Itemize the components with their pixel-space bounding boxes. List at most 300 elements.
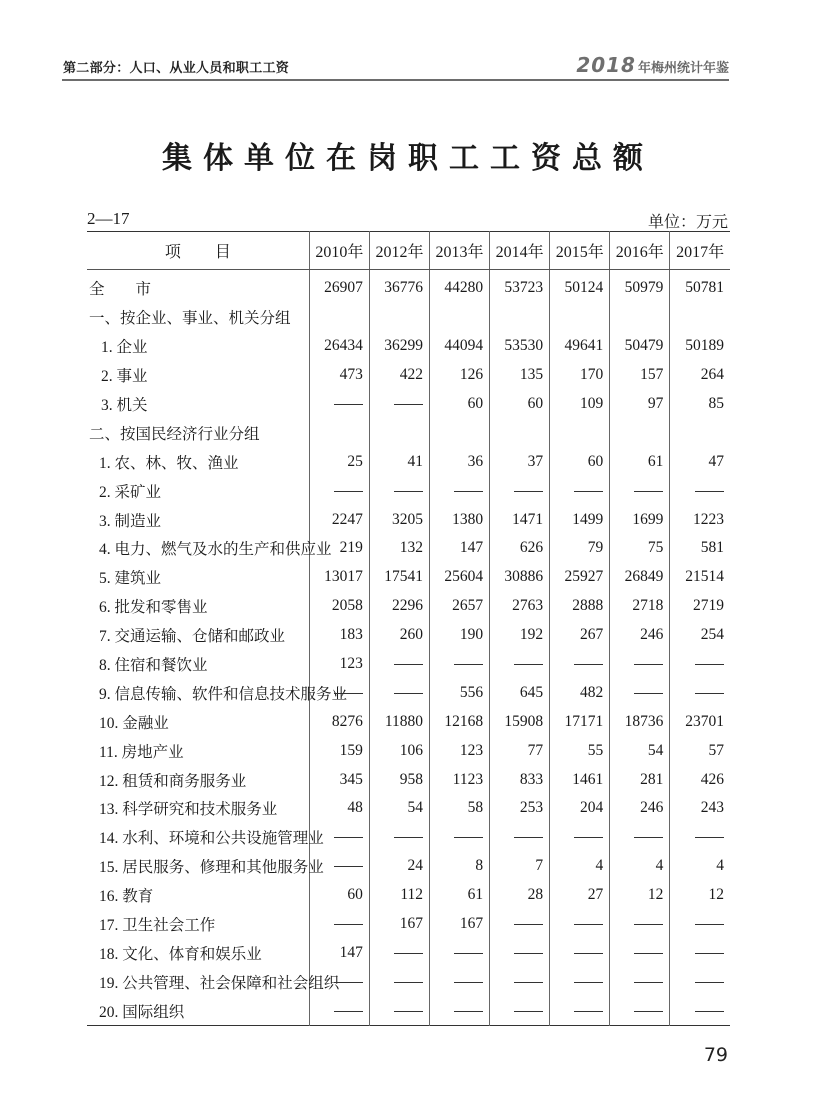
no-data-dash	[514, 664, 543, 665]
row-label: 11. 房地产业	[99, 743, 184, 761]
cell-value: 112	[369, 881, 429, 910]
no-data-dash	[695, 953, 724, 954]
cell-value: 57	[670, 736, 730, 765]
cell-value: 27	[550, 881, 610, 910]
cell-value: 26907	[309, 270, 369, 303]
cell-value	[490, 938, 550, 967]
row-label: 10. 金融业	[99, 714, 169, 732]
row-label: 15. 居民服务、修理和其他服务业	[99, 859, 324, 877]
cell-value: 61	[610, 447, 670, 476]
cell-value: 85	[670, 390, 730, 419]
cell-value: 190	[430, 621, 490, 650]
cell-value	[430, 938, 490, 967]
no-data-dash	[334, 837, 363, 838]
cell-value: 26434	[309, 332, 369, 361]
cell-value	[369, 650, 429, 679]
cell-value	[369, 303, 429, 332]
cell-value	[490, 967, 550, 996]
cell-value: 97	[610, 390, 670, 419]
no-data-dash	[454, 664, 483, 665]
cell-value	[670, 678, 730, 707]
cell-value: 28	[490, 881, 550, 910]
cell-value	[610, 967, 670, 996]
cell-value	[369, 678, 429, 707]
no-data-dash	[394, 1011, 423, 1012]
cell-value	[610, 678, 670, 707]
cell-value	[550, 476, 610, 505]
cell-value: 54	[610, 736, 670, 765]
cell-value	[490, 303, 550, 332]
no-data-dash	[394, 404, 423, 405]
cell-value: 626	[490, 534, 550, 563]
cell-value: 41	[369, 447, 429, 476]
row-label: 14. 水利、环境和公共设施管理业	[99, 830, 324, 848]
cell-value: 243	[670, 794, 730, 823]
row-label: 12. 租赁和商务服务业	[99, 772, 247, 790]
cell-value	[670, 967, 730, 996]
row-label: 二、按国民经济行业分组	[89, 425, 260, 443]
cell-value	[670, 823, 730, 852]
cell-value	[309, 476, 369, 505]
cell-value	[670, 938, 730, 967]
no-data-dash	[394, 953, 423, 954]
cell-value: 253	[490, 794, 550, 823]
table-row	[87, 303, 730, 332]
year-column-header: 2013年	[430, 232, 490, 270]
cell-value	[430, 303, 490, 332]
year-column-header: 2017年	[670, 232, 730, 270]
cell-value: 58	[430, 794, 490, 823]
cell-value	[490, 650, 550, 679]
cell-value: 581	[670, 534, 730, 563]
cell-value: 958	[369, 765, 429, 794]
cell-value	[610, 418, 670, 447]
cell-value: 77	[490, 736, 550, 765]
cell-value: 1471	[490, 505, 550, 534]
row-label: 13. 科学研究和技术服务业	[99, 801, 278, 819]
no-data-dash	[334, 1011, 363, 1012]
cell-value: 44280	[430, 270, 490, 303]
cell-value: 132	[369, 534, 429, 563]
cell-value: 2657	[430, 592, 490, 621]
no-data-dash	[394, 982, 423, 983]
cell-value	[670, 303, 730, 332]
cell-value: 26849	[610, 563, 670, 592]
no-data-dash	[454, 953, 483, 954]
no-data-dash	[334, 866, 363, 867]
row-label: 4. 电力、燃气及水的生产和供应业	[99, 541, 332, 559]
table-row	[87, 332, 730, 361]
row-label: 8. 住宿和餐饮业	[99, 657, 208, 675]
year-column-header: 2014年	[490, 232, 550, 270]
no-data-dash	[514, 982, 543, 983]
cell-value: 50189	[670, 332, 730, 361]
cell-value	[369, 823, 429, 852]
no-data-dash	[514, 837, 543, 838]
cell-value	[550, 910, 610, 939]
table-row	[87, 910, 730, 939]
cell-value: 645	[490, 678, 550, 707]
table-code: 2—17	[87, 209, 130, 228]
no-data-dash	[634, 664, 663, 665]
cell-value	[550, 823, 610, 852]
cell-value	[369, 938, 429, 967]
cell-value: 4	[610, 852, 670, 881]
cell-value: 7	[490, 852, 550, 881]
no-data-dash	[334, 924, 363, 925]
cell-value	[430, 823, 490, 852]
no-data-dash	[634, 924, 663, 925]
yearbook-title	[576, 53, 729, 77]
table-row	[87, 447, 730, 476]
cell-value: 4	[550, 852, 610, 881]
table-row	[87, 881, 730, 910]
no-data-dash	[514, 491, 543, 492]
table-row	[87, 270, 730, 303]
wage-table	[87, 231, 730, 1026]
no-data-dash	[394, 491, 423, 492]
cell-value	[550, 418, 610, 447]
cell-value: 157	[610, 361, 670, 390]
row-label: 全 市	[89, 281, 152, 299]
row-label: 5. 建筑业	[99, 570, 162, 588]
cell-value	[490, 910, 550, 939]
no-data-dash	[574, 1011, 603, 1012]
no-data-dash	[514, 1011, 543, 1012]
cell-value: 219	[309, 534, 369, 563]
cell-value: 50781	[670, 270, 730, 303]
cell-value: 54	[369, 794, 429, 823]
cell-value: 159	[309, 736, 369, 765]
cell-value: 21514	[670, 563, 730, 592]
cell-value: 1380	[430, 505, 490, 534]
table-row	[87, 476, 730, 505]
cell-value: 123	[430, 736, 490, 765]
yearbook-year: 2018	[576, 53, 636, 77]
cell-value	[369, 996, 429, 1025]
row-label: 3. 机关	[101, 397, 148, 414]
table-row	[87, 534, 730, 563]
cell-value: 167	[430, 910, 490, 939]
cell-value: 48	[309, 794, 369, 823]
cell-value: 50124	[550, 270, 610, 303]
cell-value: 60	[430, 390, 490, 419]
no-data-dash	[695, 693, 724, 694]
row-label: 6. 批发和零售业	[99, 599, 208, 617]
no-data-dash	[695, 982, 724, 983]
cell-value: 123	[309, 650, 369, 679]
cell-value: 345	[309, 765, 369, 794]
table-row	[87, 678, 730, 707]
cell-value: 25604	[430, 563, 490, 592]
cell-value: 109	[550, 390, 610, 419]
cell-value: 36	[430, 447, 490, 476]
row-label: 16. 教育	[99, 888, 154, 906]
row-label: 19. 公共管理、社会保障和社会组织	[99, 974, 340, 992]
no-data-dash	[454, 982, 483, 983]
no-data-dash	[634, 1011, 663, 1012]
item-header-char-2: 目	[214, 244, 231, 261]
item-header-char-1: 项	[164, 244, 181, 261]
cell-value: 75	[610, 534, 670, 563]
cell-value: 260	[369, 621, 429, 650]
cell-value: 246	[610, 794, 670, 823]
cell-value	[610, 303, 670, 332]
cell-value: 49641	[550, 332, 610, 361]
cell-value: 61	[430, 881, 490, 910]
cell-value	[610, 823, 670, 852]
no-data-dash	[634, 982, 663, 983]
no-data-dash	[334, 693, 363, 694]
cell-value: 281	[610, 765, 670, 794]
table-row	[87, 390, 730, 419]
cell-value: 60	[490, 390, 550, 419]
year-column-header: 2010年	[309, 232, 369, 270]
cell-value: 246	[610, 621, 670, 650]
table-row	[87, 505, 730, 534]
cell-value: 50979	[610, 270, 670, 303]
no-data-dash	[454, 491, 483, 492]
cell-value: 36776	[369, 270, 429, 303]
cell-value: 25	[309, 447, 369, 476]
cell-value	[670, 418, 730, 447]
cell-value: 482	[550, 678, 610, 707]
cell-value	[369, 476, 429, 505]
page-title: 集体单位在岗职工工资总额	[162, 142, 654, 175]
item-column-header	[87, 232, 309, 270]
cell-value	[550, 303, 610, 332]
cell-value	[610, 996, 670, 1025]
cell-value	[550, 996, 610, 1025]
cell-value: 53723	[490, 270, 550, 303]
table-row	[87, 418, 730, 447]
cell-value: 267	[550, 621, 610, 650]
cell-value: 12	[610, 881, 670, 910]
cell-value	[610, 476, 670, 505]
cell-value: 8	[430, 852, 490, 881]
cell-value: 50479	[610, 332, 670, 361]
no-data-dash	[695, 924, 724, 925]
row-label: 17. 卫生社会工作	[99, 917, 216, 935]
cell-value: 183	[309, 621, 369, 650]
no-data-dash	[695, 837, 724, 838]
cell-value: 12	[670, 881, 730, 910]
table-row	[87, 361, 730, 390]
running-header	[62, 53, 729, 81]
no-data-dash	[634, 693, 663, 694]
no-data-dash	[634, 491, 663, 492]
table-row	[87, 736, 730, 765]
table-row	[87, 823, 730, 852]
cell-value: 167	[369, 910, 429, 939]
cell-value: 135	[490, 361, 550, 390]
cell-value: 426	[670, 765, 730, 794]
cell-value: 1123	[430, 765, 490, 794]
cell-value: 17541	[369, 563, 429, 592]
cell-value: 264	[670, 361, 730, 390]
cell-value: 18736	[610, 707, 670, 736]
table-row	[87, 592, 730, 621]
table-row	[87, 794, 730, 823]
section-title: 第二部分：人口、从业人员和职工工资	[63, 61, 290, 76]
row-label: 一、按企业、事业、机关分组	[89, 310, 291, 328]
no-data-dash	[695, 664, 724, 665]
row-label: 7. 交通运输、仓储和邮政业	[99, 628, 286, 646]
cell-value	[309, 418, 369, 447]
unit-label: 单位：万元	[647, 214, 728, 231]
cell-value: 422	[369, 361, 429, 390]
table-row	[87, 707, 730, 736]
cell-value: 147	[309, 938, 369, 967]
cell-value	[610, 650, 670, 679]
cell-value: 12168	[430, 707, 490, 736]
cell-value: 2763	[490, 592, 550, 621]
cell-value	[670, 996, 730, 1025]
cell-value: 55	[550, 736, 610, 765]
cell-value: 36299	[369, 332, 429, 361]
no-data-dash	[394, 664, 423, 665]
no-data-dash	[695, 1011, 724, 1012]
table-body	[87, 270, 730, 1026]
no-data-dash	[574, 982, 603, 983]
cell-value	[430, 418, 490, 447]
table-row	[87, 765, 730, 794]
table-row	[87, 967, 730, 996]
cell-value: 2888	[550, 592, 610, 621]
cell-value	[309, 390, 369, 419]
cell-value: 126	[430, 361, 490, 390]
cell-value: 17171	[550, 707, 610, 736]
no-data-dash	[695, 491, 724, 492]
no-data-dash	[574, 953, 603, 954]
cell-value: 60	[309, 881, 369, 910]
row-label: 9. 信息传输、软件和信息技术服务业	[99, 685, 348, 703]
cell-value: 2058	[309, 592, 369, 621]
cell-value: 3205	[369, 505, 429, 534]
cell-value: 192	[490, 621, 550, 650]
cell-value	[670, 650, 730, 679]
cell-value	[490, 823, 550, 852]
cell-value: 24	[369, 852, 429, 881]
no-data-dash	[514, 924, 543, 925]
no-data-dash	[574, 664, 603, 665]
cell-value: 204	[550, 794, 610, 823]
cell-value	[490, 476, 550, 505]
cell-value: 106	[369, 736, 429, 765]
cell-value	[430, 650, 490, 679]
cell-value	[550, 650, 610, 679]
yearbook-name: 年梅州统计年鉴	[637, 61, 729, 76]
cell-value: 2247	[309, 505, 369, 534]
cell-value	[369, 418, 429, 447]
cell-value: 79	[550, 534, 610, 563]
year-column-header: 2015年	[550, 232, 610, 270]
cell-value: 2296	[369, 592, 429, 621]
cell-value: 11880	[369, 707, 429, 736]
cell-value	[490, 418, 550, 447]
cell-value	[430, 476, 490, 505]
table-row	[87, 563, 730, 592]
no-data-dash	[334, 491, 363, 492]
cell-value: 8276	[309, 707, 369, 736]
no-data-dash	[454, 837, 483, 838]
row-label: 2. 采矿业	[99, 483, 162, 501]
cell-value	[430, 967, 490, 996]
row-label: 3. 制造业	[99, 512, 162, 530]
cell-value	[610, 938, 670, 967]
cell-value: 2719	[670, 592, 730, 621]
cell-value: 25927	[550, 563, 610, 592]
no-data-dash	[574, 837, 603, 838]
year-column-header: 2016年	[610, 232, 670, 270]
row-label: 1. 企业	[101, 339, 148, 357]
cell-value: 4	[670, 852, 730, 881]
no-data-dash	[394, 693, 423, 694]
cell-value	[670, 910, 730, 939]
table-row	[87, 650, 730, 679]
cell-value	[369, 390, 429, 419]
cell-value	[430, 996, 490, 1025]
no-data-dash	[634, 953, 663, 954]
table-row	[87, 621, 730, 650]
cell-value	[670, 476, 730, 505]
cell-value: 37	[490, 447, 550, 476]
cell-value: 170	[550, 361, 610, 390]
cell-value	[309, 910, 369, 939]
cell-value	[550, 938, 610, 967]
table-row	[87, 996, 730, 1025]
cell-value	[309, 996, 369, 1025]
cell-value: 2718	[610, 592, 670, 621]
cell-value	[369, 967, 429, 996]
cell-value: 147	[430, 534, 490, 563]
cell-value: 60	[550, 447, 610, 476]
cell-value: 44094	[430, 332, 490, 361]
row-label: 18. 文化、体育和娱乐业	[99, 945, 262, 963]
cell-value	[610, 910, 670, 939]
table-header-row	[87, 232, 730, 270]
cell-value: 53530	[490, 332, 550, 361]
no-data-dash	[574, 924, 603, 925]
cell-value	[309, 303, 369, 332]
cell-value: 254	[670, 621, 730, 650]
cell-value: 473	[309, 361, 369, 390]
row-label: 1. 农、林、牧、渔业	[99, 454, 239, 472]
cell-value: 833	[490, 765, 550, 794]
table-row	[87, 938, 730, 967]
row-label: 20. 国际组织	[99, 1003, 185, 1021]
no-data-dash	[334, 404, 363, 405]
cell-value: 1461	[550, 765, 610, 794]
cell-value: 556	[430, 678, 490, 707]
cell-value: 47	[670, 447, 730, 476]
year-column-header: 2012年	[369, 232, 429, 270]
table-row	[87, 852, 730, 881]
cell-value: 23701	[670, 707, 730, 736]
cell-value: 1699	[610, 505, 670, 534]
cell-value: 1499	[550, 505, 610, 534]
no-data-dash	[334, 982, 363, 983]
no-data-dash	[514, 953, 543, 954]
row-label: 2. 事业	[101, 368, 148, 386]
no-data-dash	[454, 1011, 483, 1012]
page-number: 79	[703, 1044, 728, 1066]
cell-value: 13017	[309, 563, 369, 592]
cell-value: 1223	[670, 505, 730, 534]
cell-value: 30886	[490, 563, 550, 592]
no-data-dash	[634, 837, 663, 838]
cell-value: 15908	[490, 707, 550, 736]
